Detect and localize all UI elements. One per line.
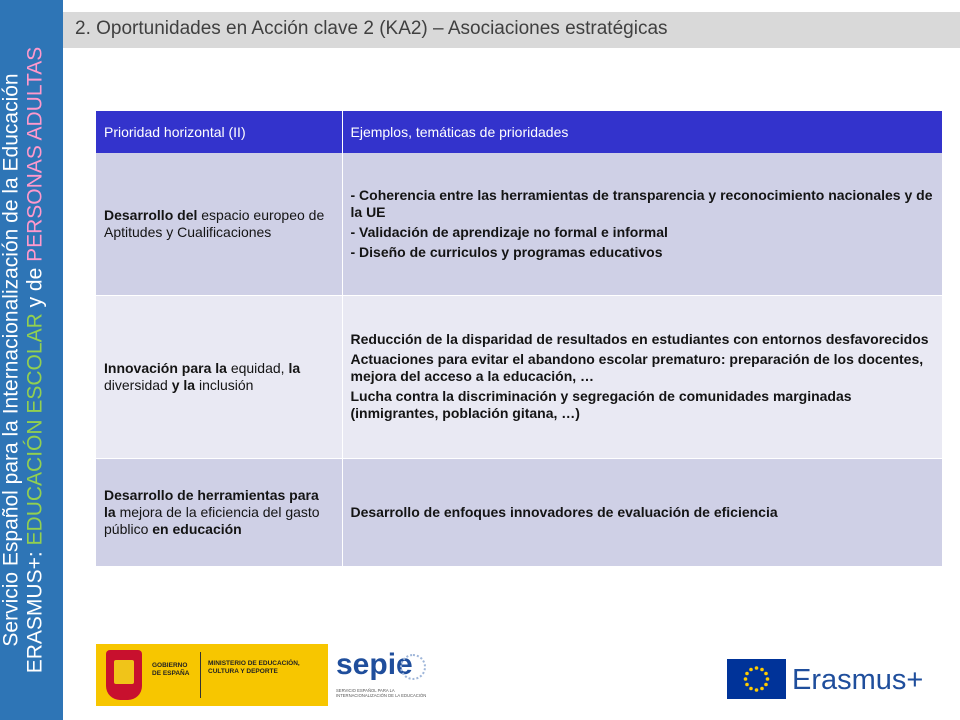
priority-text: espacio europeo de Aptitudes y Cualificaciones bbox=[104, 206, 325, 240]
sepie-wordmark: sepie bbox=[336, 648, 413, 681]
priority-text-bold: Desarrollo de herramientas para la bbox=[104, 486, 319, 520]
priority-text: inclusión bbox=[195, 376, 254, 393]
sidebar-line-2 bbox=[24, 0, 48, 720]
example-item: Desarrollo de enfoques innovadores de evaluación de eficiencia bbox=[350, 503, 778, 520]
example-item: - Coherencia entre las herramientas de transparencia y reconocimiento nacionales y de la UE bbox=[350, 186, 933, 220]
example-item: Lucha contra la discriminación y segregación de comunidades marginadas (inmigrantes, población gitana, …) bbox=[350, 388, 852, 421]
priority-cell bbox=[96, 153, 342, 295]
sidebar-adult-education: PERSONAS ADULTAS bbox=[23, 46, 47, 262]
sidebar-school-education: EDUCACIÓN ESCOLAR bbox=[23, 313, 47, 546]
sidebar-connector: y de bbox=[23, 261, 47, 314]
examples-cell bbox=[342, 458, 942, 566]
priority-cell bbox=[96, 458, 342, 566]
header-bar bbox=[63, 12, 960, 48]
sidebar-band bbox=[0, 0, 63, 720]
priority-text-bold: y la bbox=[171, 376, 196, 393]
examples-cell bbox=[342, 153, 942, 295]
priority-text-bold: en educación bbox=[152, 520, 242, 537]
erasmus-plus-logo: Erasmus+ bbox=[792, 664, 924, 696]
table-row bbox=[96, 153, 942, 295]
examples-cell bbox=[342, 295, 942, 458]
table-row bbox=[96, 458, 942, 566]
priority-cell bbox=[96, 295, 342, 458]
coat-of-arms-icon bbox=[106, 650, 142, 700]
eu-flag-icon bbox=[727, 659, 786, 699]
government-label: GOBIERNO DE ESPAÑA bbox=[152, 662, 190, 677]
priority-text-bold: Innovación para la bbox=[104, 359, 227, 376]
priorities-table bbox=[96, 111, 942, 566]
priority-text-bold: Desarrollo del bbox=[104, 206, 198, 223]
page-title: 2. Oportunidades en Acción clave 2 (KA2) – Asociaciones estratégicas bbox=[75, 18, 668, 39]
priority-text: diversidad bbox=[104, 376, 172, 393]
table-row bbox=[96, 295, 942, 458]
priority-text-bold: la bbox=[288, 359, 301, 376]
sidebar-line-1: Servicio Español para la Internacionalización de la Educación bbox=[0, 73, 23, 647]
ministry-label: MINISTERIO DE EDUCACIÓN, CULTURA Y DEPORTE bbox=[208, 660, 300, 675]
spanish-government-logo bbox=[96, 644, 328, 706]
priority-text: mejora de la eficiencia del gasto público bbox=[104, 503, 320, 537]
logo-divider bbox=[200, 652, 201, 698]
header-examples: Ejemplos, temáticas de prioridades bbox=[342, 111, 942, 153]
sidebar-prefix: ERASMUS+: bbox=[23, 545, 47, 674]
sepie-logo bbox=[330, 644, 434, 706]
header-priority: Prioridad horizontal (II) bbox=[96, 111, 342, 153]
example-item: - Diseño de curriculos y programas educativos bbox=[350, 243, 663, 260]
sepie-subtitle: SERVICIO ESPAÑOL PARA LA INTERNACIONALIZACIÓN DE LA EDUCACIÓN bbox=[336, 688, 427, 698]
example-item: Reducción de la disparidad de resultados en estudiantes con entornos desfavorecidos bbox=[350, 331, 929, 347]
sidebar-vertical-title bbox=[0, 0, 63, 720]
priority-text: equidad, bbox=[226, 359, 289, 376]
sepie-ring-icon bbox=[400, 654, 426, 680]
table-header-row bbox=[96, 111, 942, 153]
example-item: Actuaciones para evitar el abandono escolar prematuro: preparación de los docentes, mejora del acceso a la educación, … bbox=[350, 351, 924, 384]
example-item: - Validación de aprendizaje no formal e informal bbox=[350, 223, 668, 240]
